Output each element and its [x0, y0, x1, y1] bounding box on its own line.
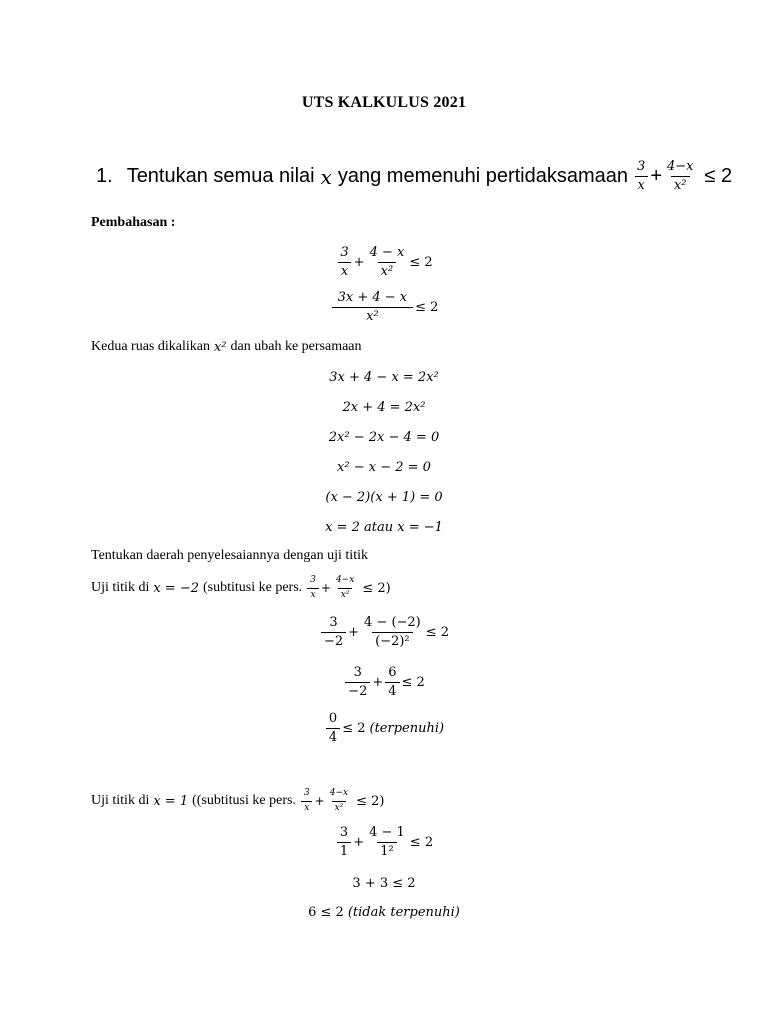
- equation-line-5: (x − 2)(x + 1) = 0: [325, 490, 443, 505]
- question-plus: +: [650, 165, 662, 188]
- test2-fraction-2: $\frac{4-x}{\text{x²}}$: [329, 788, 349, 813]
- pembahasan-label: Pembahasan :: [91, 215, 176, 230]
- step1-fraction-1: $\frac{3}{x}$: [337, 246, 351, 280]
- t1l1-fraction-1: $\frac{3}{-2}$: [321, 616, 346, 650]
- t1l2-op: +: [372, 675, 384, 691]
- test1-fraction-2: $\frac{4-x}{\text{x²}}$: [335, 575, 355, 600]
- t2l1-op: +: [353, 835, 365, 851]
- t2l1-fraction-2: $\frac{4 - 1}{\text{1²}}$: [369, 825, 405, 860]
- test2-text-b: ((subtitusi ke pers.: [192, 793, 296, 809]
- step1-relation: ≤ 2: [409, 255, 433, 271]
- test2-equation-3: [0, 905, 768, 920]
- test2-equation-1: [0, 826, 768, 860]
- test2-plus: +: [314, 794, 325, 809]
- test1-equation-1: [0, 616, 768, 650]
- test1-equation-3: [0, 712, 768, 746]
- test1-close: ≤ 2): [362, 580, 391, 596]
- equation-line-4: x² − x − 2 = 0: [337, 460, 431, 475]
- note-test-points: Tentukan daerah penyelesaiannya dengan uji titik: [91, 548, 368, 563]
- t2l1-fraction-1: $\frac{3}{1}$: [337, 826, 351, 860]
- question-1: [96, 160, 732, 194]
- t1l2-relation: ≤ 2: [401, 675, 425, 691]
- equation-line-6: x = 2 atau x = −1: [325, 520, 443, 535]
- question-number: 1.: [96, 165, 113, 188]
- step-1-equation: [0, 246, 768, 280]
- test-point-2-header: [91, 789, 384, 814]
- t1l3-fraction: $\frac{0}{4}$: [326, 712, 340, 746]
- step2-relation: ≤ 2: [415, 300, 439, 316]
- t1l3-relation: ≤ 2: [342, 721, 366, 737]
- t2l1-relation: ≤ 2: [409, 835, 434, 851]
- note1-text-a: Kedua ruas dikalikan: [91, 339, 210, 354]
- test1-math: x = −2: [153, 580, 199, 596]
- test1-fraction-1: $\frac{3}{x}$: [307, 576, 319, 601]
- t1l2-fraction-2: $\frac{6}{4}$: [385, 666, 399, 700]
- question-fraction-2: $\frac{4-x}{\text{x²}}$: [667, 159, 694, 194]
- page-title: UTS KALKULUS 2021: [301, 94, 467, 111]
- question-text-a: Tentukan semua nilai: [126, 165, 315, 188]
- test2-equation-2: 3 + 3 ≤ 2: [352, 876, 416, 891]
- test1-plus: +: [320, 581, 331, 596]
- t1l1-fraction-2: $\frac{4 - (-2)}{\text{(−2)²}}$: [364, 615, 421, 650]
- question-fraction-1: $\frac{3}{x}$: [634, 160, 648, 194]
- test1-equation-2: [0, 666, 768, 700]
- test2-close: ≤ 2): [356, 793, 385, 809]
- t2l3-main: 6 ≤ 2: [308, 905, 344, 920]
- step-2-equation: [0, 291, 768, 325]
- test-point-1-header: [91, 576, 391, 601]
- note1-text-b: dan ubah ke persamaan: [230, 339, 362, 354]
- equation-line-2: 2x + 4 = 2x²: [342, 400, 426, 415]
- t1l1-op: +: [348, 625, 360, 641]
- question-relation: ≤ 2: [704, 165, 733, 188]
- note1-math: x²: [213, 339, 227, 355]
- test1-text-a: Uji titik di: [91, 580, 150, 596]
- test1-text-b: (subtitusi ke pers.: [203, 580, 303, 596]
- step1-fraction-2: $\frac{4 - x}{\text{x²}}$: [369, 245, 405, 280]
- equation-line-1: 3x + 4 − x = 2x²: [329, 370, 439, 385]
- test2-math: x = 1: [153, 793, 189, 809]
- note-multiply: [91, 339, 362, 355]
- t1l2-fraction-1: $\frac{3}{-2}$: [345, 666, 370, 700]
- test2-fraction-1: $\frac{3}{x}$: [301, 789, 313, 814]
- step1-op: +: [353, 255, 365, 271]
- t2l3-note: (tidak terpenuhi): [347, 905, 460, 920]
- step2-fraction: $\frac{3x + 4 - x}{\text{x²}}$: [332, 291, 414, 325]
- t1l3-note: (terpenuhi): [369, 721, 445, 737]
- question-text-b: yang memenuhi pertidaksamaan: [337, 165, 629, 188]
- question-var: x: [320, 164, 332, 189]
- t1l1-relation: ≤ 2: [425, 625, 450, 641]
- equation-line-3: 2x² − 2x − 4 = 0: [328, 430, 440, 445]
- test2-text-a: Uji titik di: [91, 793, 150, 809]
